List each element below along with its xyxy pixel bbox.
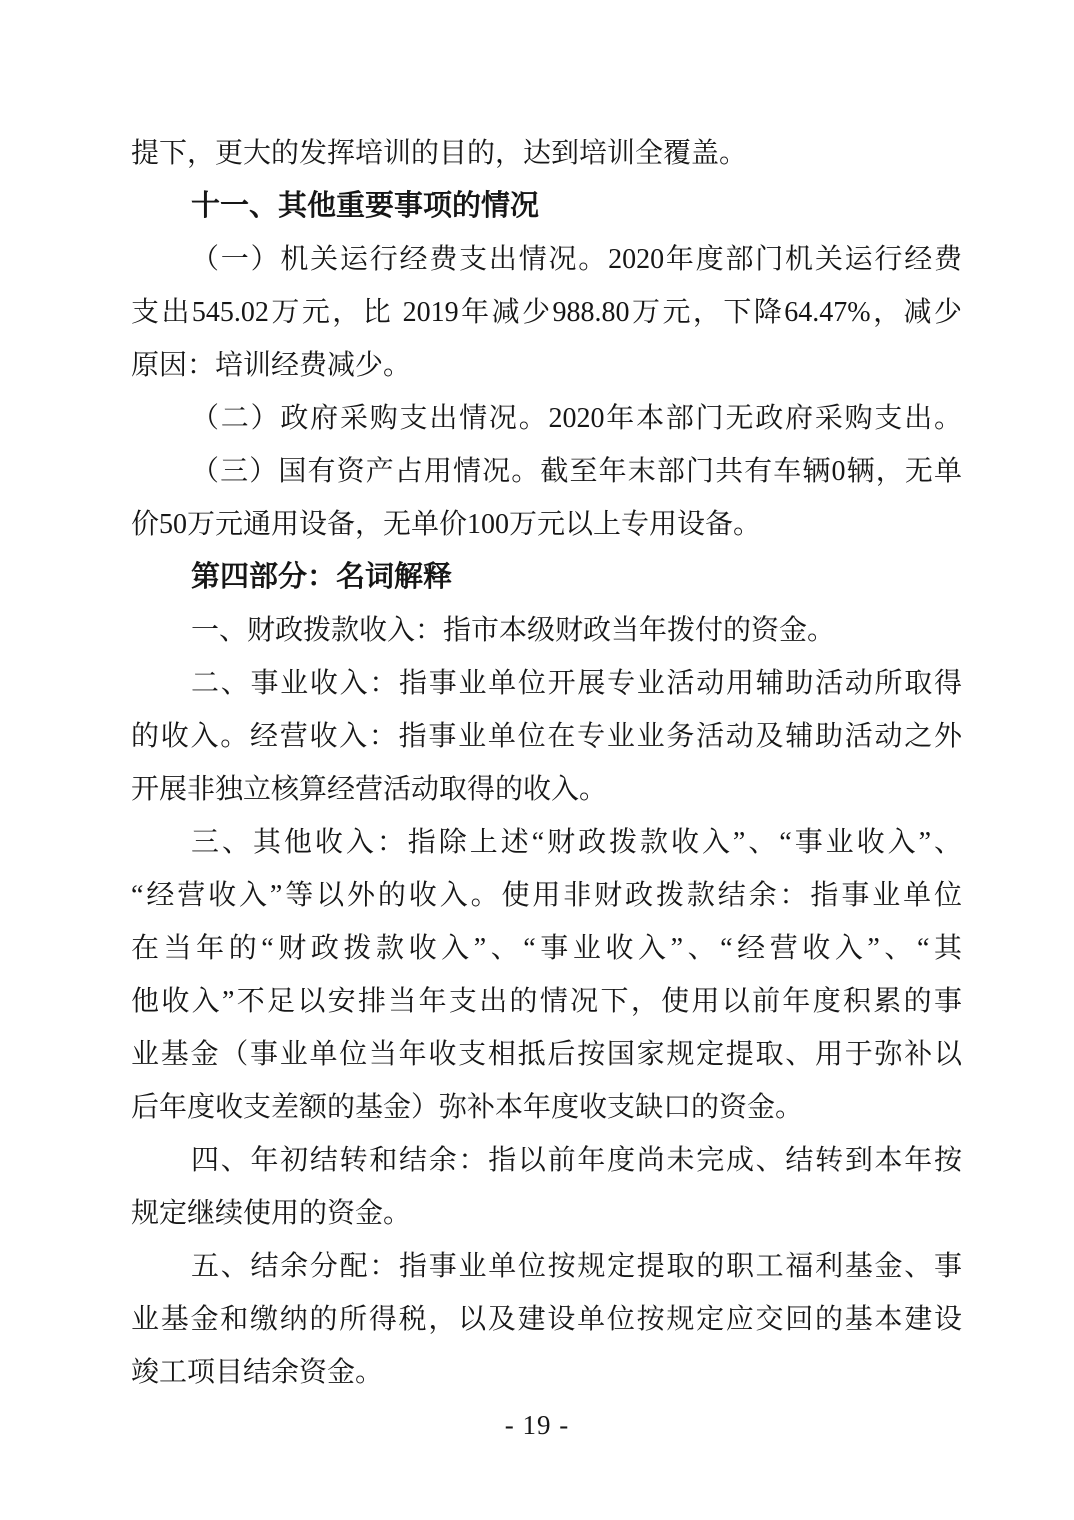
paragraph-line: 开展非独立核算经营活动取得的收入。 — [131, 774, 608, 805]
paragraph-line: 在当年的“财政拨款收入”、“事业收入”、“经营收入”、“其 — [131, 933, 962, 964]
paragraph-line: 五、结余分配：指事业单位按规定提取的职工福利基金、事 — [191, 1251, 962, 1282]
section-heading-line: 十一、其他重要事项的情况 — [191, 190, 540, 222]
paragraph-line: 他收入”不足以安排当年支出的情况下，使用以前年度积累的事 — [131, 986, 962, 1017]
page-number: - 19 - — [504, 1410, 570, 1440]
paragraph-line: （二）政府采购支出情况。2020年本部门无政府采购支出。 — [191, 403, 962, 434]
paragraph-line: “经营收入”等以外的收入。使用非财政拨款结余：指事业单位 — [131, 880, 962, 911]
paragraph-line: 业基金和缴纳的所得税，以及建设单位按规定应交回的基本建设 — [131, 1304, 962, 1335]
paragraph-line: 四、年初结转和结余：指以前年度尚未完成、结转到本年按 — [191, 1145, 962, 1176]
paragraph-line: （一）机关运行经费支出情况。2020年度部门机关运行经费 — [191, 244, 962, 275]
document-body — [131, 127, 962, 1399]
paragraph-line: 价50万元通用设备，无单价100万元以上专用设备。 — [131, 509, 762, 540]
paragraph-line: 三、其他收入：指除上述“财政拨款收入”、“事业收入”、 — [191, 827, 962, 858]
paragraph-line: 支出545.02万元，比 2019年减少988.80万元，下降64.47%，减少 — [131, 297, 962, 328]
paragraph-line: 二、事业收入：指事业单位开展专业活动用辅助活动所取得 — [191, 668, 962, 699]
paragraph-line: 提下，更大的发挥培训的目的，达到培训全覆盖。 — [131, 138, 748, 169]
paragraph-line: 业基金（事业单位当年收支相抵后按国家规定提取、用于弥补以 — [131, 1039, 962, 1070]
paragraph-line: 后年度收支差额的基金）弥补本年度收支缺口的资金。 — [131, 1092, 804, 1123]
paragraph-line: 竣工项目结余资金。 — [131, 1357, 384, 1388]
paragraph-line: 原因：培训经费减少。 — [131, 350, 412, 381]
paragraph-line: （三）国有资产占用情况。截至年末部门共有车辆0辆，无单 — [191, 456, 962, 487]
paragraph-line: 一、财政拨款收入：指市本级财政当年拨付的资金。 — [191, 615, 836, 646]
section-heading-line: 第四部分：名词解释 — [191, 561, 453, 593]
paragraph-line: 规定继续使用的资金。 — [131, 1198, 412, 1229]
paragraph-line: 的收入。经营收入：指事业单位在专业业务活动及辅助活动之外 — [131, 721, 962, 752]
